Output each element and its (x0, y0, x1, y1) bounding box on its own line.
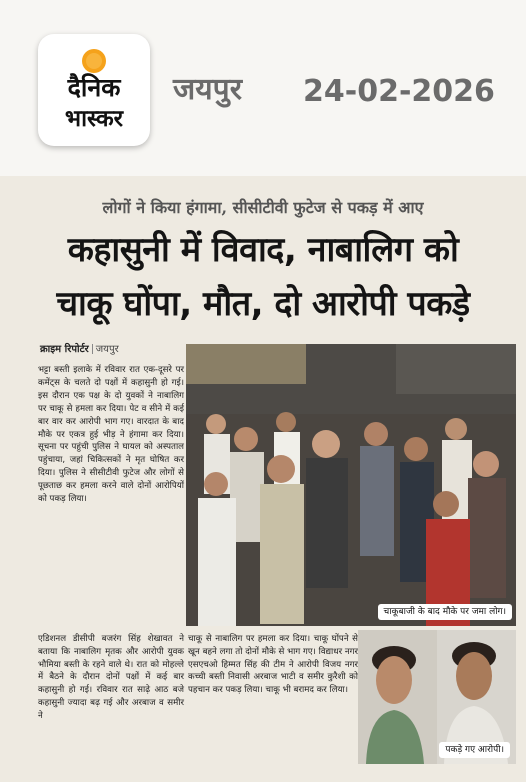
headline-line-2: चाकू घोंपा, मौत, दो आरोपी पकड़े (56, 284, 470, 324)
logo-text-dainik: दैनिक (67, 73, 121, 102)
byline-separator (92, 344, 93, 354)
sun-icon (81, 48, 107, 74)
crowd-photo (186, 344, 516, 626)
masthead (0, 0, 526, 176)
headline-line-1: कहासुनी में विवाद, नाबालिग को (67, 230, 459, 270)
crowd-photo-illustration (186, 344, 516, 626)
dainik-bhaskar-logo (38, 34, 150, 146)
byline-city: जयपुर (95, 344, 119, 355)
byline-desk: क्राइम रिपोर्टर (40, 344, 89, 355)
article-paragraph-1: भट्टा बस्ती इलाके में रविवार रात एक-दूसरे पर कमेंट्स के चलते दो पक्षों में कहासुनी हो गई। इस दौरान एक पक्ष के दो युवकों ने नाबालिग पर चाकू से हमला कर दिया। पेट व सीने में कई बार वार कर आरोपी भाग गए। वारदात के बाद मौके पर एकत्र हुई भीड़ ने हंगामा कर दिया। सूचना पर पहुंची पुलिस ने घायल को अस्पताल पहुंचाया, जहां चिकित्सकों ने मृत घोषित कर दिया। पुलिस ने सीसीटीवी फुटेज और लोगों से पूछताछ कर हमला करने वाले दोनों आरोपियों को पकड़ लिया। (38, 365, 184, 505)
edition-date: 24-02-2026 (303, 74, 495, 109)
edition-city: जयपुर (173, 72, 242, 107)
accused-photo-caption: पकड़े गए आरोपी। (439, 742, 510, 758)
article-column-bottom-left: एडिशनल डीसीपी बजरंग सिंह शेखावत ने बताया कि नाबालिग मृतक और आरोपी युवक भौमिया बस्ती के रहने वाले थे। रात को मोहल्ले में बैठने के दौरान दोनों पक्षों में कई बार कहासुनी हो गई। रविवार रात साढ़े आठ बजे कहासुनी ज्यादा बढ़ गई और अरबाज व समीर ने (38, 634, 184, 721)
accused-photo (358, 630, 516, 764)
byline (40, 343, 119, 357)
article-column-left (38, 364, 184, 514)
logo-text-bhaskar: भास्कर (64, 106, 124, 132)
crowd-photo-caption: चाकूबाजी के बाद मौके पर जमा लोग। (378, 604, 512, 620)
article-column-bottom-middle: चाकू से नाबालिग पर हमला कर दिया। चाकू घोंपने से खून बहने लगा तो दोनों मौके से भाग गए। विद्याधर नगर एसएचओ हिम्मत सिंह की टीम ने आरोपी विजय नगर कच्ची बस्ती निवासी अरबाज भाटी व समीर कुरैशी को पहचान कर पकड़ लिया। चाकू भी बरामद कर लिया। (188, 634, 358, 696)
article-kicker: लोगों ने किया हंगामा, सीसीटीवी फुटेज से पकड़ में आए (102, 198, 424, 217)
